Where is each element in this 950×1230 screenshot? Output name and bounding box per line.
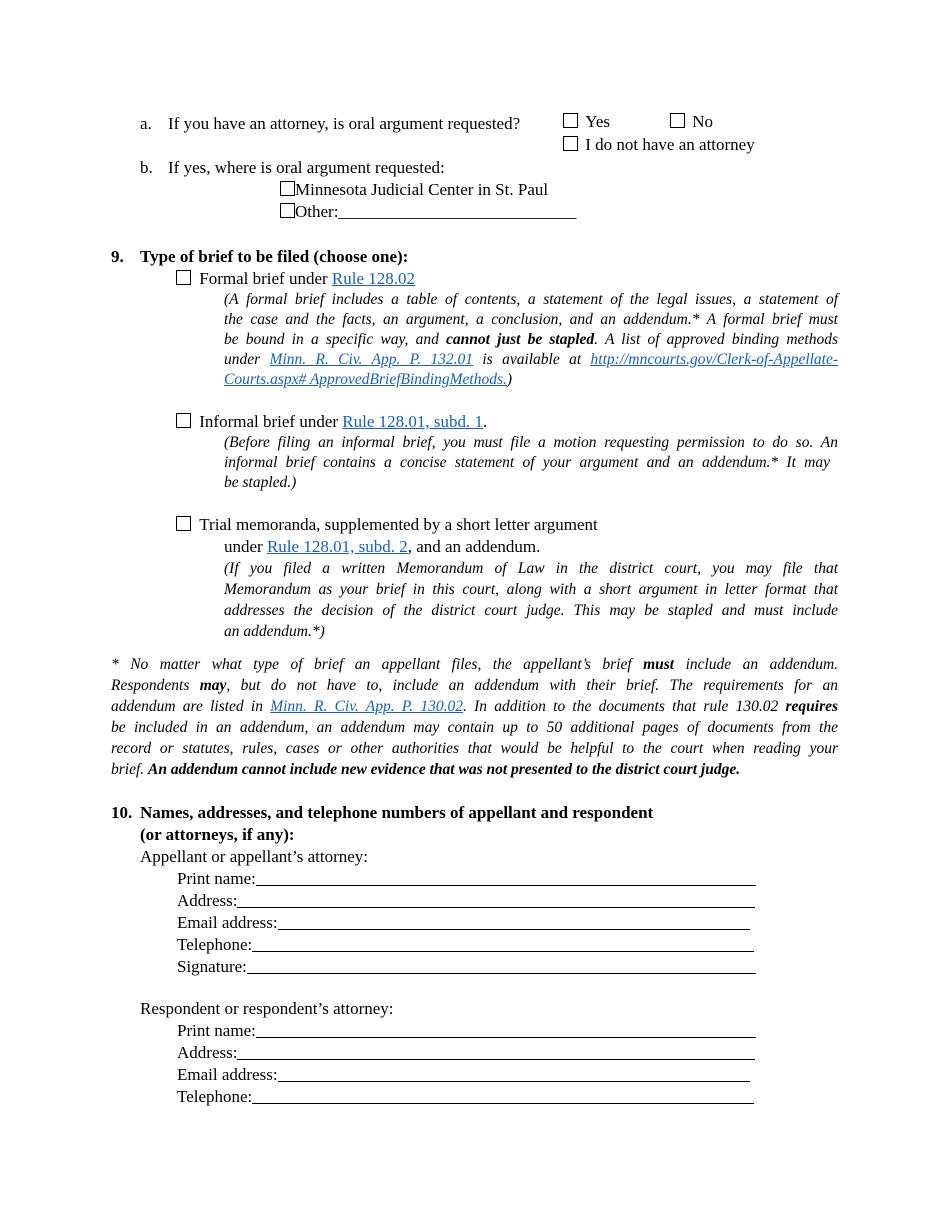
trial-desc-line2: Memorandum as your brief in this court, along with a short argument in letter format that xyxy=(224,581,838,598)
appellant-heading: Appellant or appellant’s attorney: xyxy=(140,847,369,866)
cannot-staple-text: cannot just be stapled xyxy=(446,331,595,348)
footnote-line5: record or statutes, rules, cases or other authorities that would be helpful to the court when reading your xyxy=(111,740,838,757)
trial-line2-b: , and an addendum. xyxy=(407,537,541,556)
trial-memoranda-label: Trial memoranda, supplemented by a short letter argument xyxy=(199,515,598,534)
footnote-no-new-evidence: An addendum cannot include new evidence that was not presented to the district court judge. xyxy=(148,761,741,778)
formal-desc-line5 xyxy=(224,370,512,390)
footnote-line4: be included in an addendum, an addendum may contain up to 50 additional pages of documents from the xyxy=(111,719,838,736)
footnote-l3-a: addendum are listed in xyxy=(111,698,263,715)
footnote-must: must xyxy=(643,656,675,673)
q8a-no-attorney-option[interactable] xyxy=(563,134,755,156)
q10-title-line2: (or attorneys, if any): xyxy=(140,825,295,844)
appellant-email-field[interactable] xyxy=(278,913,750,930)
trial-line2-a: under xyxy=(224,537,263,556)
other-label: Other:____________________________ xyxy=(295,202,577,221)
respondent-email-label: Email address: xyxy=(177,1065,278,1084)
binding-methods-link-cont[interactable]: Courts.aspx# ApprovedBriefBindingMethods. xyxy=(224,371,507,388)
rule-128-01-subd1-link[interactable]: Rule 128.01, subd. 1 xyxy=(342,412,484,431)
respondent-heading: Respondent or respondent’s attorney: xyxy=(140,999,394,1018)
formal-desc-line3 xyxy=(224,330,838,350)
informal-brief-label: Informal brief under xyxy=(199,412,339,431)
appellant-telephone-row xyxy=(177,934,754,956)
respondent-address-label: Address: xyxy=(177,1043,238,1062)
appellant-address-label: Address: xyxy=(177,891,238,910)
footnote-l2-b: , but do not have to, include an addendum with their brief. The requirements for an xyxy=(226,677,838,694)
appellant-email-row xyxy=(177,912,750,934)
trial-memoranda-option[interactable] xyxy=(176,514,598,536)
formal-desc-line4 xyxy=(224,350,838,370)
rule-128-02-link[interactable]: Rule 128.02 xyxy=(331,269,416,288)
respondent-telephone-row xyxy=(177,1086,754,1108)
appellant-signature-row xyxy=(177,956,756,978)
formal-brief-checkbox[interactable] xyxy=(176,270,191,285)
footnote-l6-a: brief. xyxy=(111,761,145,778)
appellant-print-name-row xyxy=(177,868,756,890)
no-attorney-label: I do not have an attorney xyxy=(585,135,755,154)
q8a-no-option[interactable] xyxy=(670,111,713,133)
appellant-telephone-field[interactable] xyxy=(252,935,754,952)
footnote-line1 xyxy=(111,654,838,675)
appellant-telephone-label: Telephone: xyxy=(177,935,253,954)
judicial-center-label: Minnesota Judicial Center in St. Paul xyxy=(295,180,549,199)
trial-desc-line4: an addendum.*) xyxy=(224,623,325,640)
respondent-address-row xyxy=(177,1042,755,1064)
footnote-line2 xyxy=(111,675,838,696)
appellant-email-label: Email address: xyxy=(177,913,278,932)
yes-label: Yes xyxy=(585,112,610,131)
respondent-email-field[interactable] xyxy=(278,1065,750,1082)
appellant-signature-field[interactable] xyxy=(247,957,756,974)
formal-desc-line2: the case and the facts, an argument, a conclusion, and an addendum.* A formal brief must xyxy=(224,311,838,328)
q10-number: 10. xyxy=(111,803,133,822)
footnote-line3 xyxy=(111,696,838,717)
judicial-center-checkbox[interactable] xyxy=(280,181,295,196)
q10-title-line1: Names, addresses, and telephone numbers of appellant and respondent xyxy=(140,803,654,822)
no-attorney-checkbox[interactable] xyxy=(563,136,578,151)
respondent-print-name-field[interactable] xyxy=(256,1021,756,1038)
appellant-address-field[interactable] xyxy=(237,891,755,908)
trial-memoranda-checkbox[interactable] xyxy=(176,516,191,531)
respondent-print-name-label: Print name: xyxy=(177,1021,256,1040)
footnote-l1-b: include an addendum. xyxy=(685,656,839,673)
q8b-center-option[interactable] xyxy=(280,179,548,201)
respondent-email-row xyxy=(177,1064,750,1086)
footnote-may: may xyxy=(199,677,227,694)
formal-brief-option[interactable] xyxy=(176,268,415,290)
formal-line3-a: be bound in a specific way, and xyxy=(224,331,439,348)
q8a-yes-option[interactable] xyxy=(563,111,610,133)
footnote-l1-a: * No matter what type of brief an appellant files, the appellant’s brief xyxy=(111,656,632,673)
q8a-question: If you have an attorney, is oral argument requested? xyxy=(168,114,521,133)
trial-memoranda-line2 xyxy=(224,536,540,558)
yes-checkbox[interactable] xyxy=(563,113,578,128)
q8b-other-option[interactable] xyxy=(280,201,576,223)
q8b-marker: b. xyxy=(140,158,153,177)
footnote-l2-a: Respondents xyxy=(111,677,190,694)
formal-desc-line1: (A formal brief includes a table of contents, a statement of the legal issues, a statement of xyxy=(224,291,838,308)
q8a-marker: a. xyxy=(140,114,152,133)
informal-brief-option[interactable] xyxy=(176,411,487,433)
footnote-l3-b: . In addition to the documents that rule 130.02 xyxy=(463,698,779,715)
no-checkbox[interactable] xyxy=(670,113,685,128)
appellant-signature-label: Signature: xyxy=(177,957,247,976)
formal-line3-b: . A list of approved binding methods xyxy=(594,331,839,348)
formal-line5-end: ) xyxy=(506,371,513,388)
informal-period: . xyxy=(483,412,488,431)
binding-methods-link[interactable]: http://mncourts.gov/Clerk-of-Appellate- xyxy=(590,351,839,368)
formal-brief-label: Formal brief under xyxy=(199,269,328,288)
no-label: No xyxy=(692,112,714,131)
informal-desc-line2: informal brief contains a concise statement of your argument and an addendum.* It may xyxy=(224,454,830,471)
trial-desc-line3: addresses the decision of the district court judge. This may be stapled and must include xyxy=(224,602,838,619)
footnote-requires: requires xyxy=(785,698,839,715)
rule-130-02-link[interactable]: Minn. R. Civ. App. P. 130.02 xyxy=(270,698,464,715)
appellant-address-row xyxy=(177,890,755,912)
q8b-question: If yes, where is oral argument requested: xyxy=(168,158,445,177)
informal-brief-checkbox[interactable] xyxy=(176,413,191,428)
formal-line4-b: is available at xyxy=(482,351,582,368)
appellant-print-name-label: Print name: xyxy=(177,869,256,888)
informal-desc-line1: (Before filing an informal brief, you must file a motion requesting permission to do so. An xyxy=(224,434,838,451)
respondent-telephone-field[interactable] xyxy=(252,1087,754,1104)
respondent-address-field[interactable] xyxy=(237,1043,755,1060)
appellant-print-name-field[interactable] xyxy=(256,869,756,886)
q9-number: 9. xyxy=(111,247,124,266)
rule-132-01-link[interactable]: Minn. R. Civ. App. P. 132.01 xyxy=(269,351,474,368)
formal-line4-a: under xyxy=(224,351,261,368)
q9-title: Type of brief to be filed (choose one): xyxy=(140,247,409,266)
respondent-telephone-label: Telephone: xyxy=(177,1087,253,1106)
rule-128-01-subd2-link[interactable]: Rule 128.01, subd. 2 xyxy=(266,537,408,556)
trial-desc-line1: (If you filed a written Memorandum of Law in the district court, you may file that xyxy=(224,560,838,577)
other-checkbox[interactable] xyxy=(280,203,295,218)
informal-desc-line3: be stapled.) xyxy=(224,474,297,491)
respondent-print-name-row xyxy=(177,1020,756,1042)
footnote-line6 xyxy=(111,759,740,780)
